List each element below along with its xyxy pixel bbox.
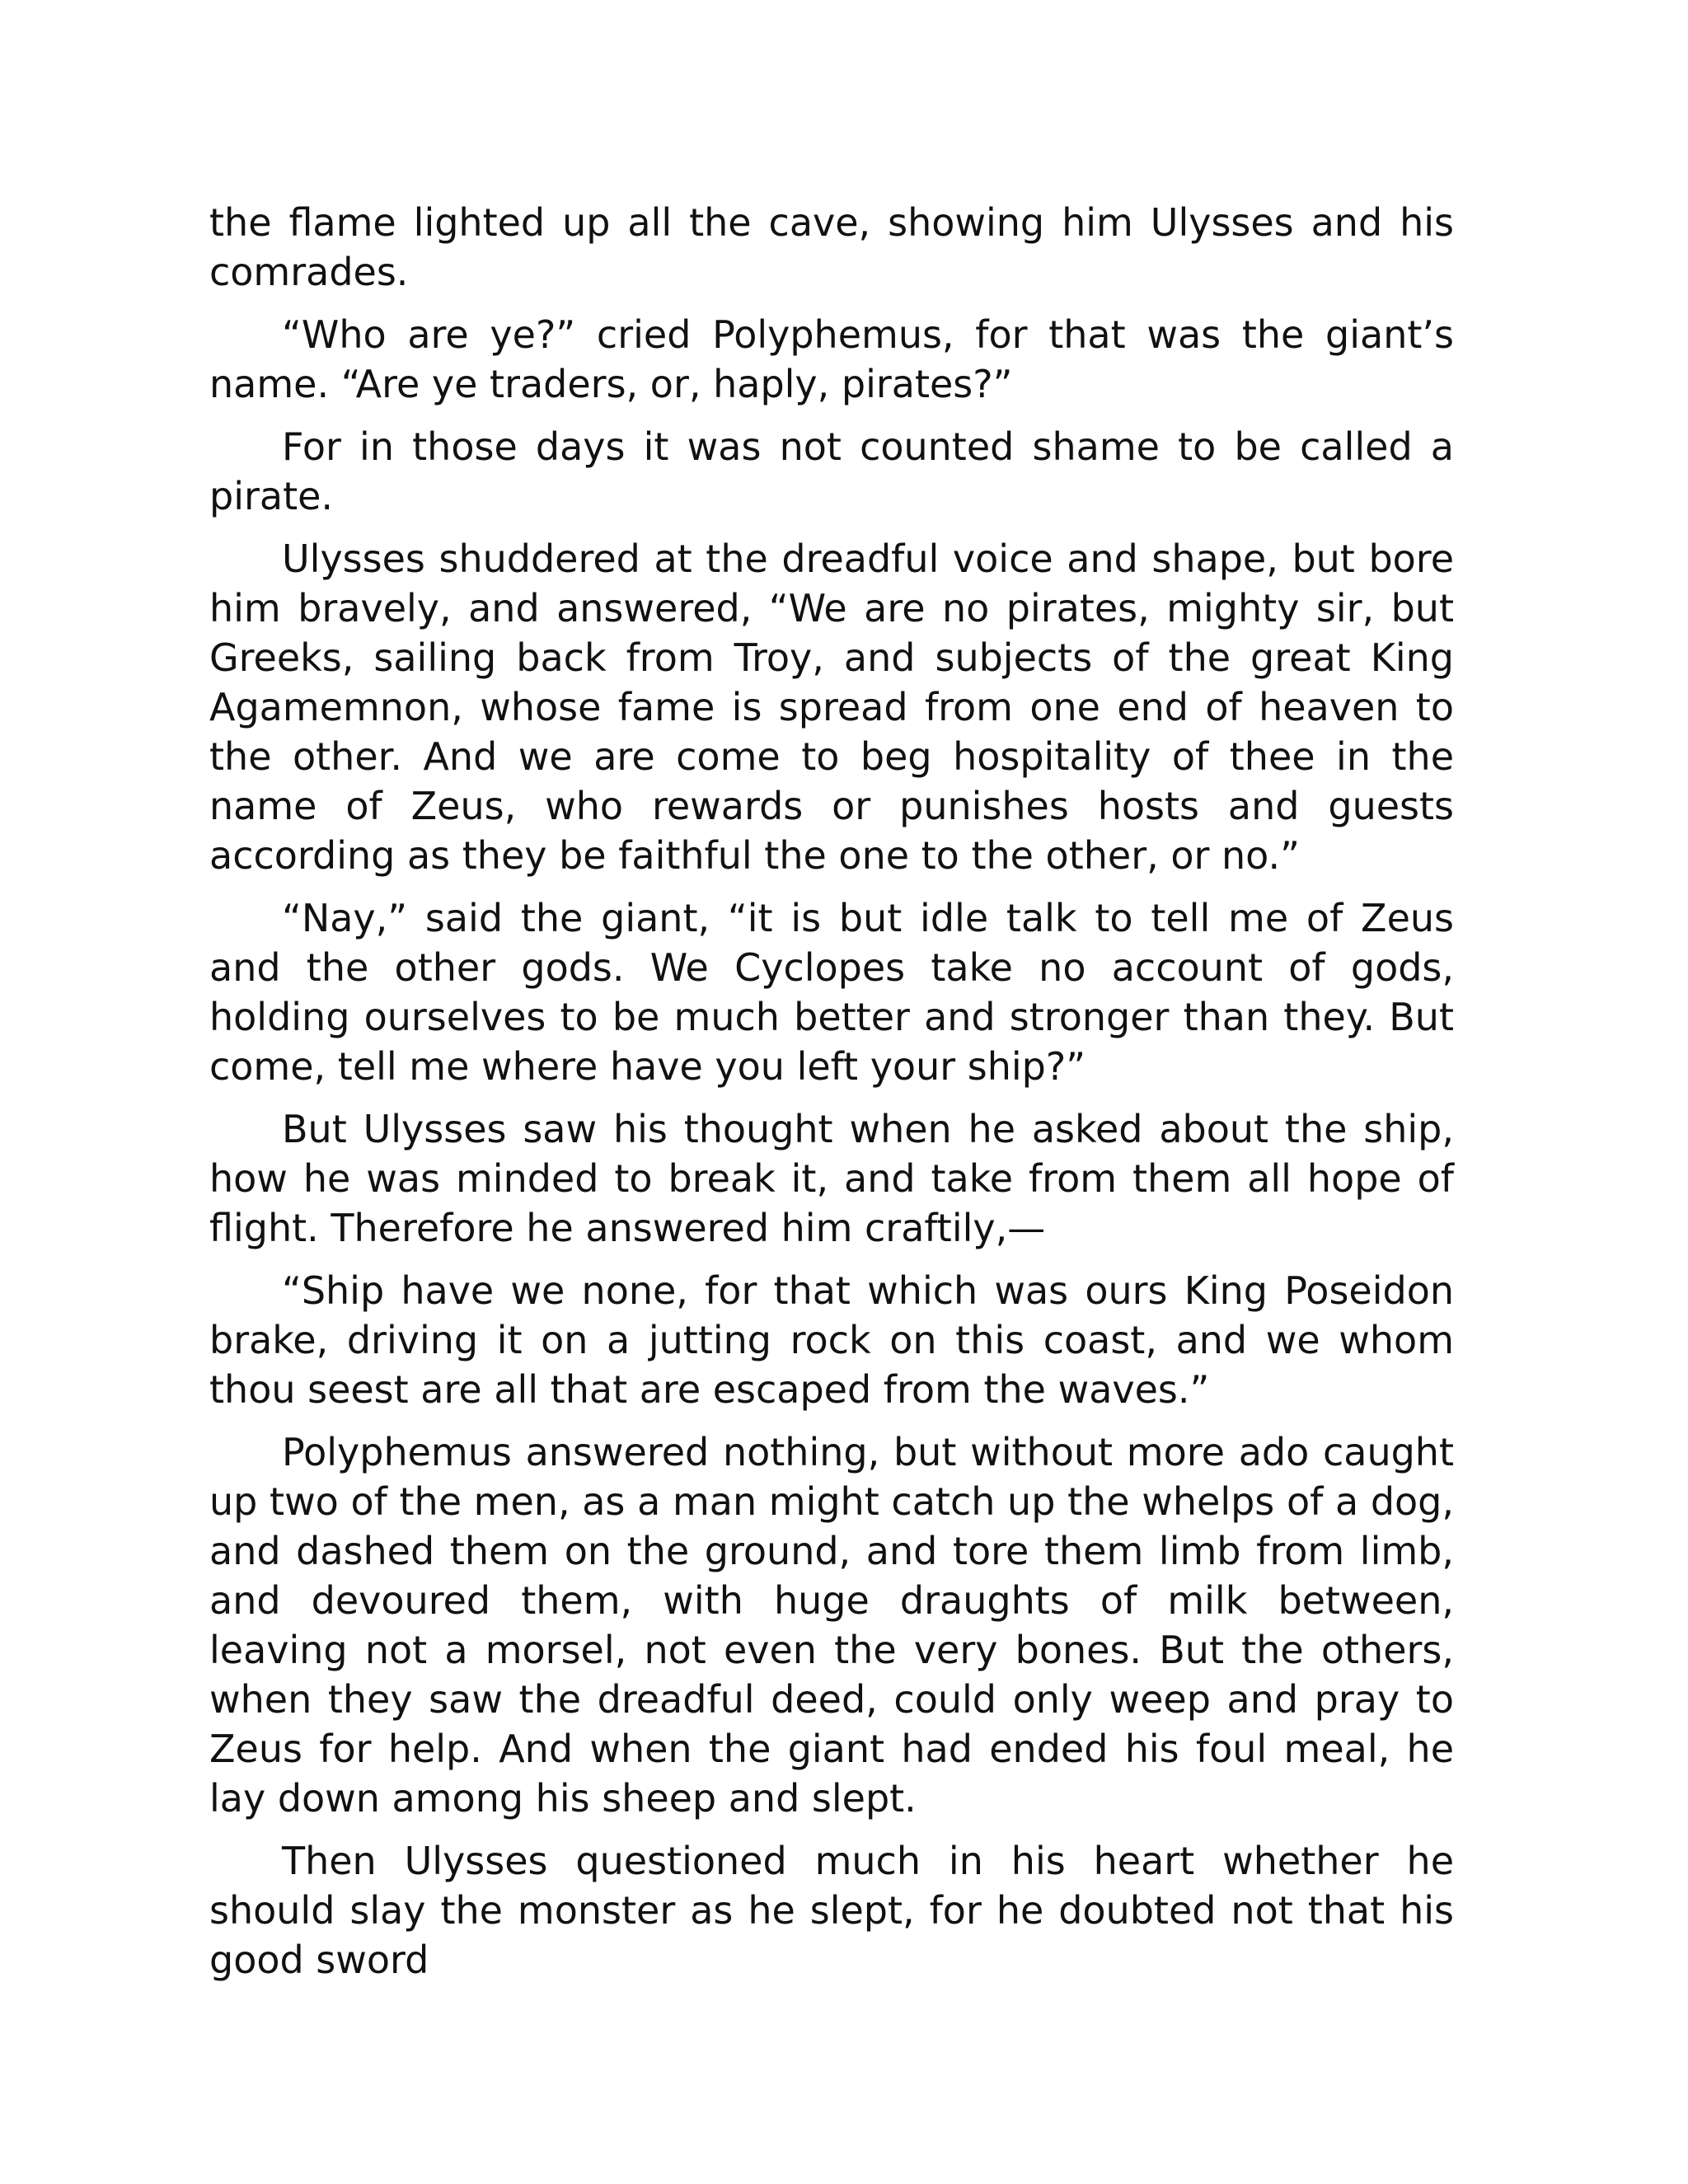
paragraph: Then Ulysses questioned much in his heart whether he should slay the monster as he slept, for he doubted not that his good sword [209,1839,1454,1982]
paragraph: But Ulysses saw his thought when he asked about the ship, how he was minded to break it, and take from them all hope of flight. Therefore he answered him craftily,— [209,1107,1454,1250]
paragraph: “Nay,” said the giant, “it is but idle talk to tell me of Zeus and the other gods. We Cyclopes take no account of gods, holding ourselves to be much better and stronger than they. But come, tell me where have you left your ship?” [209,896,1454,1089]
paragraph: “Who are ye?” cried Polyphemus, for that was the giant’s name. “Are ye traders, or, haply, pirates?” [209,312,1454,406]
paragraph-continuation: the flame lighted up all the cave, showing him Ulysses and his comrades. [209,200,1454,294]
paragraph: “Ship have we none, for that which was ours King Poseidon brake, driving it on a jutting rock on this coast, and we whom thou seest are all that are escaped from the waves.” [209,1268,1454,1412]
body-text [209,198,1454,1998]
paragraph: Ulysses shuddered at the dreadful voice and shape, but bore him bravely, and answered, “We are no pirates, mighty sir, but Greeks, sailing back from Troy, and subjects of the great King Agamemnon, whose fame is spread from one end of heaven to the other. And we are come to beg hospitality of thee in the name of Zeus, who rewards or punishes hosts and guests according as they be faithful the one to the other, or no.” [209,537,1454,878]
paragraph: Polyphemus answered nothing, but without more ado caught up two of the men, as a man might catch up the whelps of a dog, and dashed them on the ground, and tore them limb from limb, and devoured them, with huge draughts of milk between, leaving not a morsel, not even the very bones. But the others, when they saw the dreadful deed, could only weep and pray to Zeus for help. And when the giant had ended his foul meal, he lay down among his sheep and slept. [209,1430,1454,1821]
paragraph: For in those days it was not counted shame to be called a pirate. [209,424,1454,518]
